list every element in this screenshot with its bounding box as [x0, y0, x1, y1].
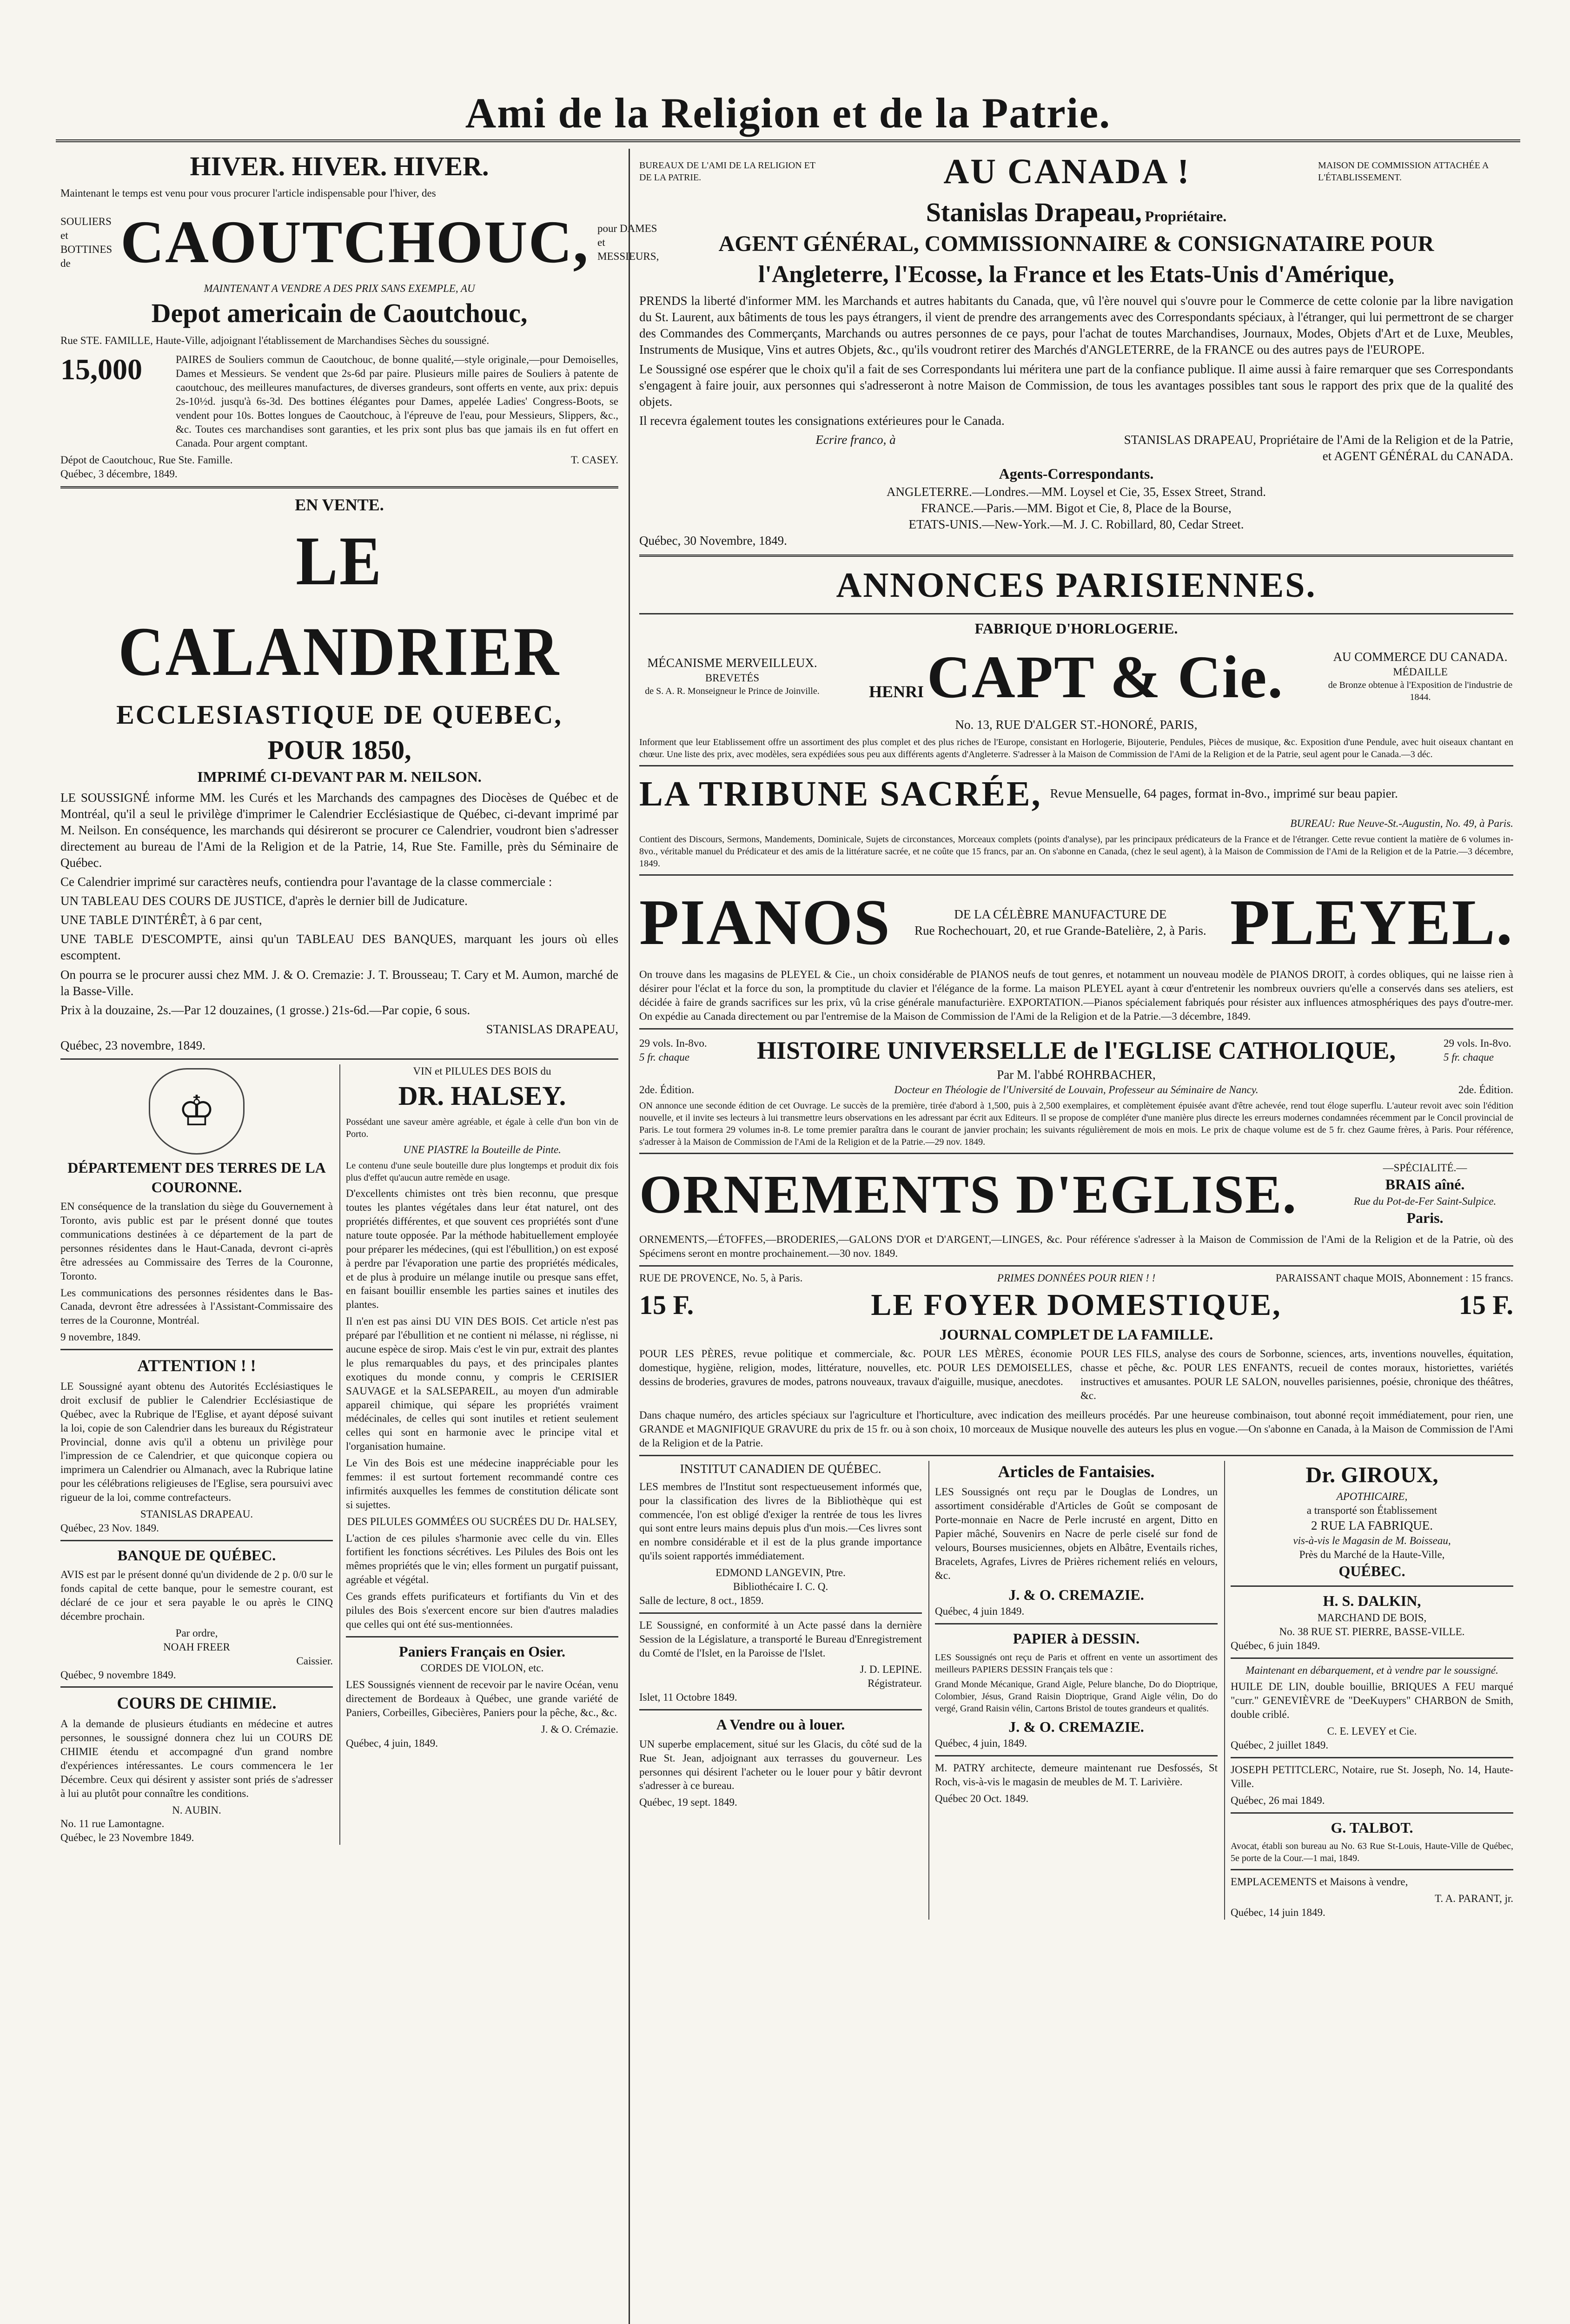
primes: PRIMES DONNÉES POUR RIEN ! !: [997, 1272, 1156, 1284]
foyer-right: POUR LES FILS, analyse des cours de Sorbonne, sciences, arts, inventions nouvelles, équitation, chasse et pêche, &c. POUR LES ENFANTS, recueil de contes moraux, historiettes, variétés instructives et amusantes. POUR LE SALON, nouvelles parisiennes, poésie, chronique des théâtres, &c.: [1080, 1348, 1513, 1402]
soussigne-text: Le Soussigné ose espérer que le choix qu'il a fait de ses Correspondants lui méritera une part de la confiance publique. Il aime aussi à faire remarquer que ses Correspondants s'engagent à faire jouir, aux personnes qui s'adresseront à notre Maison de Commission, de tous les avantages possibles tant sous le rapport des prix que de la qualité des objets.: [639, 362, 1513, 409]
histoire-head: [639, 1034, 1513, 1067]
ornements-right: [1337, 1161, 1513, 1228]
agents-date: Québec, 30 Novembre, 1849.: [639, 533, 787, 548]
caoutchouc-row: [60, 203, 659, 282]
royal-arms-icon: ♔: [149, 1068, 245, 1155]
histoire-text: ON annonce une seconde édition de cet Ouvrage. Le succès de la première, tirée d'abord à 1,500, puis à 2,500 exemplaires, et complètement épuisée avant d'être achevée, rend tout éloge superflu. L'auteur revoit avec soin l'édition nouvelle, et il invite ses lecteurs à lui transmettre leurs observations en les adressant par écrit aux Editeurs. Il se propose de compléter d'une manière plus directe les erreurs modernes condamnées récemment par le Concil provincial de Paris. Le tout formera 29 volumes in-8. Le tome premier paraîtra dans le courant de janvier prochain; les suivants régulièrement de mois en mois. Le prix de chaque volume est de 5 fr. chez Gaume frères, à Paris. Pour référence, s'adresser à la Maison de Commission de l'Ami de la Religion et de la Patrie.—29 nov. 1849.: [639, 1100, 1513, 1147]
apothicaire: APOTHICAIRE,: [1336, 1491, 1408, 1503]
tribune-title: LA TRIBUNE SACRÉE,: [639, 774, 1042, 813]
table-interet: UNE TABLE D'INTÉRÊT, à 6 par cent,: [60, 913, 262, 927]
capt-center: [834, 619, 1319, 733]
fantaisies-sign: J. & O. CREMAZIE.: [1008, 1586, 1144, 1603]
prix-line: MAINTENANT A VENDRE A DES PRIX SANS EXEMPLE, AU: [204, 283, 475, 295]
piastre-line: UNE PIASTRE la Bouteille de Pinte.: [403, 1144, 561, 1156]
divider: [1231, 1869, 1513, 1870]
petitclerc-date: Québec, 26 mai 1849.: [1231, 1794, 1325, 1806]
vin-heading: VIN et PILULES DES BOIS du: [413, 1065, 551, 1077]
dalkin-sub: MARCHAND DE BOIS,: [1317, 1611, 1427, 1624]
dalkin-title: H. S. DALKIN,: [1323, 1592, 1421, 1610]
divider: [60, 486, 618, 489]
caoutchouc-title: CAOUTCHOUC,: [120, 209, 590, 276]
divider: [60, 1686, 333, 1688]
divider: [639, 1265, 1513, 1267]
banque-heading: BANQUE DE QUÉBEC.: [117, 1546, 276, 1564]
calendrier-text: LE SOUSSIGNÉ informe MM. les Curés et les Marchands des campagnes des Diocèses de Québec et de Montréal, qu'il a seul le privilège d'imprimer le Calendrier Ecclésiastique de Québec, ci-devant imprimé par M. Neilson. En conséquence, les marchands qui désireront se procurer ce Calendrier, voudront bien s'adresser directement au bureau de l'Ami de la Religion et de la Patrie, 14, Rue Ste. Famille, près du Séminaire de Québec.: [60, 790, 618, 870]
vols-left: 29 vols. In-8vo.: [639, 1037, 707, 1050]
freer-name: NOAH FREER: [163, 1641, 230, 1653]
divider: [60, 1058, 618, 1060]
hiver-intro: Maintenant le temps est venu pour vous procurer l'article indispensable pour l'hiver, des: [60, 187, 436, 199]
capt-block: [639, 619, 1513, 733]
right-subcolumns: [639, 1461, 1513, 1920]
levey-date: Québec, 2 juillet 1849.: [1231, 1739, 1329, 1751]
fantaisies-text: LES Soussignés ont reçu par le Douglas de Londres, un assortiment considérable d'Articles de Goût se composant de Porte-monnaie en Nacre de Perle incrusté en argent, Ditto en Papier mâché, Souvenirs en Nacre de perle ciselé sur fond de velours, Bourses musiciennes, objets en Albâtre, Eventails riches, Bracelets, Agrafes, Livres de Prières richement reliés en velours, &c.: [935, 1486, 1218, 1581]
huile-text: HUILE DE LIN, double bouillie, BRIQUES A FEU marqué "curr." GENEVIÈVRE de "DeeKuypers" CHARBON de Smith, double criblé.: [1231, 1681, 1513, 1721]
tribune-text: Contient des Discours, Sermons, Mandements, Dominicale, Sujets de circonstances, Morceaux complets (points d'analyse), par les principaux prédicateurs de la France et de l'étranger. Cette revue contient la matière de 6 volumes in-8vo., véritable manuel du Prédicateur et des amis de la littérature sacrée, et ne coûte que 15 francs, par an. On s'abonne en Canada, (chez le seul agent), à la Maison de Commission de l'Ami de la Religion et de la Patrie.—3 décembre, 1849.: [639, 834, 1513, 869]
pianos-middle: [899, 906, 1222, 939]
aubin-date: Québec, le 23 Novembre 1849.: [60, 1832, 194, 1844]
pleyel-title: PLEYEL.: [1230, 886, 1513, 959]
langevin: EDMOND LANGEVIN, Ptre.: [715, 1567, 846, 1579]
calendrier-text-2: Ce Calendrier imprimé sur caractères neufs, contiendra pour l'avantage de la classe commerciale :: [60, 875, 552, 889]
vin-intro: Possédant une saveur amère agréable, et égale à celle d'un bon vin de Porto.: [346, 1117, 618, 1140]
departement-heading: DÉPARTEMENT DES TERRES DE LA COURONNE.: [67, 1159, 326, 1195]
medaille-text: de Bronze obtenue à l'Exposition de l'industrie de 1844.: [1328, 680, 1513, 703]
attention-heading: ATTENTION ! !: [137, 1356, 256, 1375]
on-pourra: On pourra se le procurer aussi chez MM. J. & O. Cremazie: J. T. Brousseau; T. Cary et M. Aumon, marché de la Basse-Ville.: [60, 967, 618, 998]
attention-date: Québec, 23 Nov. 1849.: [60, 1522, 159, 1534]
depot-heading: Depot americain de Caoutchouc,: [151, 298, 528, 329]
quebec-label: QUÉBEC.: [1338, 1562, 1405, 1579]
departement-text-2: Les communications des personnes résidentes dans le Bas-Canada, devront être adressées à l'Assistant-Commissaire des terres de la Couronne, Montréal.: [60, 1287, 333, 1327]
vin-text-2: Il n'en est pas ainsi DU VIN DES BOIS. Cet article n'est pas préparé par l'ébullition et ne contient ni mélasse, ni réglisse, ni aucune espèce de sirop. Mais c'est le vin pur, extrait des plantes le plus remarquables du pays, et des principales plantes exotiques du monde connu, y compris le CERISIER SAUVAGE et la SALSEPAREIL, au moyen d'un admirable appareil chimique, qui sépare les propriétés vraiment médécinales, de celles qui sont inutiles et retient seulement celles qui sont en harmonie avec le principe vital et l'organisation humaine.: [346, 1315, 618, 1452]
attention-text: LE Soussigné ayant obtenu des Autorités Ecclésiastiques le droit exclusif de publier le Calendrier Ecclésiastique de Québec, avec la Rubrique de l'Eglise, et ayant déposé suivant la loi, copie de son Calendrier dans les bureaux du Régistrateur Provincial, donne avis qu'il a obtenu un privilège pour l'impression de ce Calendrier, et que quiconque copiera ou imprimera un Calendrier ou Almanach, avec la Rubrique latine pour les célébrations religieuses de l'Eglise, sera poursuivi avec rigueur de la loi, comme contrefacteurs.: [60, 1380, 333, 1504]
emplacements-text: EMPLACEMENTS et Maisons à vendre,: [1231, 1876, 1408, 1888]
fantaisies-heading: Articles de Fantaisies.: [998, 1462, 1155, 1481]
divider: [639, 874, 1513, 876]
divider: [639, 765, 1513, 766]
halsey-title: DR. HALSEY.: [398, 1080, 566, 1111]
table-escompte: UNE TABLE D'ESCOMPTE, ainsi qu'un TABLEAU DES BANQUES, marquant les jours où elles escomptent.: [60, 932, 618, 963]
left-subcolumn-a: [60, 1064, 333, 1845]
capt-address: No. 13, RUE D'ALGER ST.-HONORÉ, PARIS,: [955, 718, 1198, 732]
aubin-address: No. 11 rue Lamontagne.: [60, 1818, 165, 1830]
banque-date: Québec, 9 novembre 1849.: [60, 1669, 176, 1681]
papier-heading: PAPIER à DESSIN.: [1013, 1630, 1140, 1647]
islet-date: Islet, 11 Octobre 1849.: [639, 1691, 737, 1703]
depot-date: Québec, 3 décembre, 1849.: [60, 468, 178, 480]
pianos-head: [639, 880, 1513, 965]
specialite: —SPÉCIALITÉ.—: [1383, 1162, 1467, 1174]
brais: BRAIS aîné.: [1385, 1176, 1465, 1193]
giroux-text: a transporté son Établissement: [1306, 1504, 1438, 1516]
stanislas-line: [639, 195, 1513, 230]
cours-heading: COURS DE CHIMIE.: [117, 1694, 277, 1713]
departement-text: EN conséquence de la translation du siège du Gouvernement à Toronto, avis public est par le présent donné que toutes communications destinées à ce département de la part de personnes résidentes dans le Haut-Canada, devront ci-après être adressées au Commissaire des Terres de la Couronne, Toronto.: [60, 1201, 333, 1282]
fantaisies-date: Québec, 4 juin 1849.: [935, 1605, 1025, 1618]
agent-general: AGENT GÉNÉRAL, COMMISSIONNAIRE & CONSIGNATAIRE POUR: [718, 231, 1434, 257]
institut-heading: INSTITUT CANADIEN DE QUÉBEC.: [680, 1461, 881, 1476]
edition-right: 2de. Édition.: [1458, 1084, 1513, 1096]
divider: [60, 1540, 333, 1541]
paniers-heading: Paniers Français en Osier.: [399, 1643, 565, 1660]
vendre-date: Québec, 19 sept. 1849.: [639, 1796, 737, 1809]
depot-sign: Dépot de Caoutchouc, Rue Ste. Famille.: [60, 454, 233, 466]
foyer-price-right: 15 F.: [1458, 1290, 1513, 1320]
imprime-line: IMPRIMÉ CI-DEVANT PAR M. NEILSON.: [197, 768, 482, 786]
paniers-sign: J. & O. Crémazie.: [541, 1723, 618, 1735]
patry-text: M. PATRY architecte, demeure maintenant rue Desfossés, St Roch, vis-à-vis le magasin de meubles de M. T. Larivière.: [935, 1762, 1218, 1788]
sign-row: [639, 432, 1513, 448]
prix-douzaine: Prix à la douzaine, 2s.—Par 12 douzaines, (1 grosse.) 21s-6d.—Par copie, 6 sous.: [60, 1003, 470, 1017]
dalkin-address: No. 38 RUE ST. PIERRE, BASSE-VILLE.: [1279, 1625, 1465, 1637]
tribune-sub: Revue Mensuelle, 64 pages, format in-8vo., imprimé sur beau papier.: [1050, 786, 1398, 801]
fr-right: 5 fr. chaque: [1444, 1051, 1494, 1063]
brais-address: Rue du Pot-de-Fer Saint-Sulpice.: [1353, 1195, 1497, 1207]
vols-right: 29 vols. In-8vo.: [1444, 1037, 1511, 1050]
divider: [639, 1028, 1513, 1030]
talbot-text: Avocat, établi son bureau au No. 63 Rue St-Louis, Haute-Ville de Québec, 5e porte de la Cour.—1 mai, 1849.: [1231, 1841, 1513, 1864]
ecrire-franco: Ecrire franco, à: [815, 432, 896, 447]
paires-block: [60, 350, 618, 453]
ornements-title: ORNEMENTS D'EGLISE.: [639, 1163, 1297, 1225]
histoire-left: [639, 1037, 709, 1064]
paires-text: PAIRES de Souliers commun de Caoutchouc, de bonne qualité,—style originale,—pour Demoiselles, Dames et Messieurs. Se vendent que 2s-6d par paire. Plusieurs mille paires de Souliers à patente de caoutchouc, des meilleures manufactures, de diverses grandeurs, sont offerts en vente, aux prix: depuis 2s-10½d. jusqu'à 6s-3d. Des bottines élégantes pour Dames, appelée Ladies' Congress-Boots, se vendent pour 10s. Bottes longues de Caoutchouc, à l'épreuve de l'eau, pour Messieurs, Slippers, &c., &c. Toutes ces marchandises sont garanties, et les prix sont plus bas que jamais ils en fut offert en Canada. Pour argent comptant.: [176, 354, 618, 449]
prends-text: PRENDS la liberté d'informer MM. les Marchands et autres habitants du Canada, que, vû l'ère nouvel qui s'ouvre pour le Commerce de cette colonie par la libre navigation du St. Laurent, aux bâtiments de tous les pays étrangers, il vient de prendre des arrangements avec des Correspondants spéciaux, à l'étranger, qui lui permettront de se charger des Commandes des Commerçants, Marchands ou autres personnes de ce pays, pour l'achat de toutes Marchandises, Journaux, Modes, Objets d'Art et de Luxe, Meubles, Instruments de Musique, Vins et autres Objets, &c., qu'ils voudront retirer des Marchés d'ANGLETERRE, de la FRANCE ou des autres pays de l'EUROPE.: [639, 294, 1513, 357]
mecanisme: MÉCANISME MERVEILLEUX.: [647, 656, 817, 670]
masthead-rule: [56, 139, 1520, 142]
divider: [935, 1755, 1218, 1756]
capt-left: [639, 655, 825, 697]
edition-row: [639, 1083, 1513, 1097]
lepine: J. D. LEPINE.: [860, 1664, 922, 1676]
divider: [639, 1153, 1513, 1154]
tribune-head: [639, 771, 1513, 817]
journal-complet: JOURNAL COMPLET DE LA FAMILLE.: [939, 1326, 1213, 1343]
foyer-title: LE FOYER DOMESTIQUE,: [871, 1288, 1282, 1322]
aubin-name: N. AUBIN.: [172, 1804, 221, 1816]
paires-number: 15,000: [60, 353, 142, 386]
masthead-title: Ami de la Religion et de la Patrie.: [465, 89, 1111, 137]
fabrique: FABRIQUE D'HORLOGERIE.: [974, 620, 1178, 637]
divider: [935, 1623, 1218, 1624]
divider: [639, 1612, 922, 1614]
column-divider: [629, 149, 630, 2324]
divider: [346, 1636, 618, 1637]
au-canada-title: AU CANADA !: [943, 152, 1191, 191]
departement-date: 9 novembre, 1849.: [60, 1331, 141, 1343]
divider: [639, 555, 1513, 557]
vin-text-3: Le Vin des Bois est une médecine inappréciable pour les femmes: il est surtout fortement recommandé contre ces infirmités auxquelles les femmes de constitution délicate sont si sujettes.: [346, 1457, 618, 1511]
piastre-text: Le contenu d'une seule bouteille dure plus longtemps et produit dix fois plus d'effet qu'aucun autre remède en usage.: [346, 1161, 618, 1183]
divider: [1231, 1757, 1513, 1758]
medaille: MÉDAILLE: [1393, 666, 1448, 678]
drapeau-sign: STANISLAS DRAPEAU,: [486, 1022, 618, 1036]
prince: de S. A. R. Monseigneur le Prince de Joinville.: [645, 686, 820, 697]
depot-sign-row: [60, 453, 618, 467]
paniers-date: Québec, 4 juin, 1849.: [346, 1737, 438, 1749]
cordes-heading: CORDES DE VIOLON, etc.: [420, 1662, 544, 1674]
bureaux-label: BUREAUX DE L'AMI DE LA RELIGION ET DE LA PATRIE.: [639, 160, 815, 183]
giroux-title: Dr. GIROUX,: [1305, 1462, 1438, 1487]
dames-label: pour DAMES et MESSIEURS,: [597, 222, 659, 262]
divider: [639, 613, 1513, 614]
pilules-text-2: Ces grands effets purificateurs et fortifiants du Vin et des pilules des Bois s'exercent encore sur bien d'autres maladies que celles qui ont été sus-mentionnées.: [346, 1591, 618, 1630]
papier-sign: J. & O. CREMAZIE.: [1008, 1718, 1144, 1735]
divider: [1231, 1585, 1513, 1587]
parant-sign: T. A. PARANT, jr.: [1435, 1893, 1513, 1905]
left-subcolumn-b: [339, 1064, 618, 1845]
stanislas-name: Stanislas Drapeau,: [926, 197, 1142, 227]
petitclerc-text: JOSEPH PETITCLERC, Notaire, rue St. Joseph, No. 14, Haute-Ville.: [1231, 1763, 1513, 1789]
maintenant: Maintenant en débarquement, et à vendre par le soussigné.: [1245, 1664, 1498, 1676]
rue-provence: RUE DE PROVENCE, No. 5, à Paris.: [639, 1272, 803, 1284]
agents-heading: Agents-Correspondants.: [999, 465, 1154, 482]
pilules-heading: DES PILULES GOMMÉES OU SUCRÉES DU Dr. HALSEY,: [347, 1515, 617, 1527]
giroux-vis: vis-à-vis le Magasin de M. Boisseau,: [1293, 1534, 1451, 1546]
right-subcolumn-b: [928, 1461, 1218, 1920]
drapeau-sig-2: et AGENT GÉNÉRAL du CANADA.: [1322, 449, 1513, 463]
histoire-title: HISTOIRE UNIVERSELLE de l'EGLISE CATHOLIQUE,: [757, 1036, 1396, 1064]
registrateur: Régistrateur.: [868, 1677, 922, 1690]
drapeau-sig-1: STANISLAS DRAPEAU, Propriétaire de l'Ami de la Religion et de la Patrie,: [1124, 432, 1513, 447]
tribune-bureau: BUREAU: Rue Neuve-St.-Augustin, No. 49, à Paris.: [1290, 818, 1513, 830]
fr-left: 5 fr. chaque: [639, 1051, 689, 1063]
capt-right: [1327, 649, 1513, 703]
divider: [639, 1455, 1513, 1456]
papier-date: Québec, 4 juin, 1849.: [935, 1737, 1027, 1750]
edition-left: 2de. Édition.: [639, 1084, 695, 1096]
capt-title: CAPT & Cie.: [927, 644, 1284, 711]
institut-text: LES membres de l'Institut sont respectueusement informés que, pour la classification des livres de la Bibliothèque qui est commencée, l'on est obligé d'exiger la rentrée de tous les livres qui sont entre leurs mains depuis plus d'un mois.—Ces livres sont en nombre considérable et il est de la plus grande importance qu'ils soient rapportés immédiatement.: [639, 1480, 922, 1562]
pianos-text: On trouve dans les magasins de PLEYEL & Cie., un choix considérable de PIANOS neufs de tout genres, et notamment un nouveau modèle de PIANOS DROIT, à cordes obliques, qui ne laisse rien à désirer pour l'éclat et la force du son, la promptitude du clavier et l'élégance de la forme. La maison PLEYEL ayant à cœur d'entretenir les nombreux ouvriers qu'elle a conservés dans ses ateliers, est décidée à faire de grands sacrifices sur les prix, vû la crise générale manufacturière. EXPORTATION.—Pianos spécialement fabriqués pour résister aux influences atmosphériques des pays d'outre-mer. On expédie au Canada directement ou par l'entremise de la Maison de Commission de l'Ami de la Religion et de la Patrie.—3 décembre, 1849.: [639, 969, 1513, 1022]
rohrbacher: Par M. l'abbé ROHRBACHER,: [997, 1068, 1156, 1082]
calendrier-title: LE CALANDRIER: [118, 522, 561, 691]
celebre: DE LA CÉLÈBRE MANUFACTURE DE: [954, 907, 1167, 922]
foyer-top: [639, 1271, 1513, 1285]
parant-date: Québec, 14 juin 1849.: [1231, 1906, 1325, 1918]
depot-address: Rue STE. FAMILLE, Haute-Ville, adjoignant l'établissement de Marchandises Sèches du soussigné.: [60, 334, 490, 346]
tableau-line: UN TABLEAU DES COURS DE JUSTICE, d'après le dernier bill de Judicature.: [60, 894, 468, 908]
en-vente-heading: EN VENTE.: [295, 495, 384, 515]
right-subcolumn-a: [639, 1461, 922, 1920]
maison-label: MAISON DE COMMISSION ATTACHÉE A L'ÉTABLISSEMENT.: [1318, 160, 1489, 183]
attention-sign: STANISLAS DRAPEAU.: [140, 1508, 253, 1520]
commerce: AU COMMERCE DU CANADA.: [1333, 650, 1508, 664]
papier-text: LES Soussignés ont reçu de Paris et offrent en vente un assortiment des meilleurs PAPIERS DESSIN Français tels que :: [935, 1652, 1218, 1675]
caissier: Caissier.: [296, 1655, 333, 1667]
pilules-text: L'action de ces pilules s'harmonie avec celle du vin. Elles fortifient les fonctions sécrétives. Les Pilules des Bois ont les mêmes propriétés que le vin; elles forment un purgatif puissant, agréable et végétal.: [346, 1532, 618, 1586]
salle-date: Salle de lecture, 8 oct., 1859.: [639, 1594, 764, 1606]
souliers-label: SOULIERS et BOTTINES de: [60, 216, 113, 269]
agent-london: ANGLETERRE.—Londres.—MM. Loysel et Cie, 35, Essex Street, Strand.: [887, 484, 1266, 499]
foyer-text: Dans chaque numéro, des articles spéciaux sur l'agriculture et l'horticulture, avec indication des meilleurs procédés. Par une heureuse combinaison, tout abonné reçoit immédiatement, pour rien, une GRANDE et MAGNIFIQUE GRAVURE du prix de 15 fr. ou à son choix, 10 morceaux de Musique nouvelle des auteurs les plus en vogue.—On s'abonne en Canada, à la Maison de Commission de l'Ami de la Religion et de la Patrie.: [639, 1409, 1513, 1449]
divider: [639, 1709, 922, 1710]
ornements-text: ORNEMENTS,—ÉTOFFES,—BRODERIES,—GALONS D'OR et D'ARGENT,—LINGES, &c. Pour référence s'adresser à la Maison de Commission de l'Ami de la Religion et de la Patrie, où des Spécimens seront en montre prochainement.—30 nov. 1849.: [639, 1234, 1513, 1260]
paraissant: PARAISSANT chaque MOIS, Abonnement : 15 francs.: [1275, 1272, 1514, 1284]
pour-year: POUR 1850,: [267, 734, 411, 765]
pianos-address: Rue Rochechouart, 20, et rue Grande-Batelière, 2, à Paris.: [914, 924, 1206, 938]
vin-text: D'excellents chimistes ont très bien reconnu, que presque toutes les plantes végétales dans leur état naturel, ont des propriétés différentes, et que souvent ces propriétés sont d'une nature toute opposée. Par la méthode habituellement employée pour préparer les médecines, (qui est l'ébullition,) on est exposé à perdre par l'évaporation une partie des propriétés médicales, et de plus à produire un mélange inutile ou presque sans effet, en faisant bouillir ensemble les parties saines et inutiles des plantes.: [346, 1188, 618, 1311]
agent-paris: FRANCE.—Paris.—MM. Bigot et Cie, 8, Place de la Bourse,: [921, 501, 1232, 515]
left-column: [60, 149, 659, 1845]
foyer-price-left: 15 F.: [639, 1290, 694, 1320]
paris-label: Paris.: [1406, 1209, 1444, 1226]
ecclesiastique-title: ECCLESIASTIQUE DE QUEBEC,: [116, 700, 563, 730]
calendrier-date: Québec, 23 novembre, 1849.: [60, 1038, 205, 1052]
histoire-right: [1444, 1037, 1513, 1064]
foyer-columns: [639, 1344, 1513, 1406]
divider: [1231, 1812, 1513, 1814]
bibliothecaire: Bibliothécaire I. C. Q.: [733, 1581, 828, 1592]
vendre-text: UN superbe emplacement, situé sur les Glacis, du côté sud de la Rue St. Jean, adjoignant aux terrasses du gouverneur. Les personnes qui désirent l'acheter ou le louer pour y bâtir devront s'adresser à ce bureau.: [639, 1738, 922, 1792]
ornements-head: [639, 1159, 1513, 1230]
proprietaire: Propriétaire.: [1145, 207, 1227, 224]
divider: [1231, 1657, 1513, 1659]
vendre-heading: A Vendre ou à louer.: [716, 1716, 845, 1733]
brevetes: BREVETÉS: [705, 672, 760, 684]
pianos-title: PIANOS: [639, 886, 891, 959]
giroux-pres: Près du Marché de la Haute-Ville,: [1299, 1548, 1445, 1560]
recevra-text: Il recevra également toutes les consignations extérieures pour le Canada.: [639, 413, 1005, 428]
right-column: [639, 149, 1513, 1920]
patry-date: Québec 20 Oct. 1849.: [935, 1793, 1029, 1805]
papier-list: Grand Monde Mécanique, Grand Aigle, Pelure blanche, Do do Dioptrique, Colombier, Jésus, Grand Raisin Dioptrique, Grand Aigle vélin, Do do vergé, Grand Raisin vélin, Cartons Bristol de toutes grandeurs et qualités.: [935, 1679, 1218, 1714]
au-canada-header: [639, 149, 1513, 195]
levey: C. E. LEVEY et Cie.: [1327, 1725, 1417, 1737]
angleterre-line: l'Angleterre, l'Ecosse, la France et les Etats-Unis d'Amérique,: [758, 261, 1395, 288]
annonces-heading: ANNONCES PARISIENNES.: [836, 566, 1317, 605]
hiver-heading: HIVER. HIVER. HIVER.: [190, 151, 489, 181]
henri: HENRI: [869, 682, 924, 701]
cours-text: A la demande de plusieurs étudiants en médecine et autres personnes, le soussigné donnera chez lui un COURS DE CHIMIE étendu et accompagné d'un grand nombre d'expériences intéressantes. Le cours commencera le 1er Décembre. Ceux qui désirent y assister sont priés de s'adresser à lui au plutôt pour connaître les conditions.: [60, 1718, 333, 1799]
foyer-head: [639, 1285, 1513, 1325]
giroux-address: 2 RUE LA FABRIQUE.: [1311, 1518, 1433, 1532]
paniers-text: LES Soussignés viennent de recevoir par le navire Océan, venu directement de Bordeaux à Québec, une grande variété de Paniers, Corbeilles, Gibecières, Paniers pour la pêche, &c., &c.: [346, 1679, 618, 1719]
left-subcolumns: [60, 1064, 618, 1845]
banque-text: AVIS est par le présent donné qu'un dividende de 2 p. 0/0 sur le fonds capital de cette banque, pour le semestre courant, est déclaré de ce jour et sera payable le ou après le CINQ décembre prochain.: [60, 1569, 333, 1622]
docteur: Docteur en Théologie de l'Université de Louvain, Professeur au Séminaire de Nancy.: [894, 1084, 1259, 1096]
talbot-title: G. TALBOT.: [1331, 1819, 1413, 1836]
right-subcolumn-c: [1224, 1461, 1513, 1920]
agent-newyork: ETATS-UNIS.—New-York.—M. J. C. Robillard, 80, Cedar Street.: [908, 517, 1244, 531]
divider: [60, 1349, 333, 1350]
dalkin-date: Québec, 6 juin 1849.: [1231, 1639, 1320, 1651]
foyer-left: POUR LES PÈRES, revue politique et commerciale, &c. POUR LES MÈRES, économie domestique, hygiène, religion, modes, littérature, nouvelles, etc. POUR LES DEMOISELLES, dessins de broderies, gravures de modes, patrons nouveaux, travaux d'aiguille, musique, anecdotes.: [639, 1348, 1072, 1388]
capt-text: Informent que leur Etablissement offre un assortiment des plus complet et des plus riches de l'Europe, consistant en Horlogerie, Bijouterie, Pendules, Pièces de musique, &c. Exposition d'une Pendule, avec huit oiseaux chantant en chœur. Une liste des prix, avec modèles, sera expédiées sous peu aux différents agents d'Angleterre. S'adresser à la Maison de Commission de l'Ami de la Religion et de la Patrie, seul agent pour le Canada.—3 déc.: [639, 737, 1513, 759]
islet-text: LE Soussigné, en conformité à un Acte passé dans la dernière Session de la Législature, a transporté le Bureau d'Enregistrement du Comté de l'Islet, en la Paroisse de l'Islet.: [639, 1619, 922, 1659]
casey-sign: T. CASEY.: [570, 454, 618, 466]
par-ordre: Par ordre,: [175, 1627, 218, 1639]
